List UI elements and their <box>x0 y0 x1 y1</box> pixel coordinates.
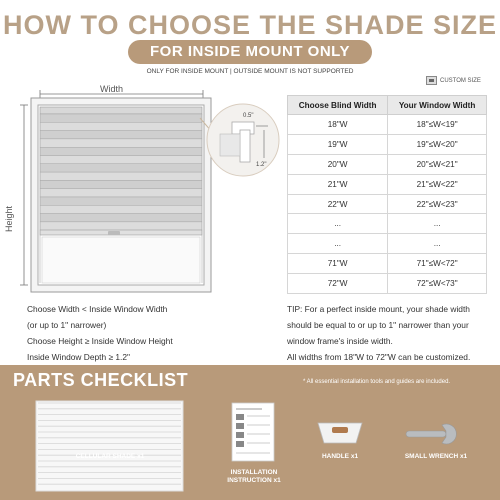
header-blind-width: Choose Blind Width <box>288 96 388 115</box>
window-width-cell: ... <box>388 214 487 234</box>
table-row <box>288 134 487 154</box>
mount-note: ONLY FOR INSIDE MOUNT | OUTSIDE MOUNT IS NOT SUPPORTED <box>146 68 354 75</box>
wrench-image <box>406 424 456 444</box>
tip-body: TIP: For a perfect inside mount, your shade width should be equal to or up to 1" narrower than your window frame's inside width. <box>287 304 470 346</box>
width-label: Width <box>100 84 124 94</box>
table-row <box>288 214 487 234</box>
window-width-cell: 21"≤W<22" <box>388 174 487 194</box>
table-row <box>288 154 487 174</box>
blind-width-cell: 72"W <box>288 274 388 294</box>
bracket-height-label: 1.2" <box>256 162 267 168</box>
cellular-shade-image <box>36 401 183 491</box>
blind-width-cell: ... <box>288 234 388 254</box>
bracket-depth-label: 0.5" <box>243 113 254 119</box>
table-row <box>288 234 487 254</box>
page-title: HOW TO CHOOSE THE SHADE SIZE <box>2 10 498 40</box>
instruction-booklet-image <box>232 403 274 461</box>
part-label-wrench: SMALL WRENCH x1 <box>404 453 468 460</box>
height-dimension-arrow <box>20 105 28 285</box>
window-width-cell: ... <box>388 234 487 254</box>
table-row <box>288 194 487 214</box>
parts-title: PARTS CHECKLIST <box>13 370 189 390</box>
blind-width-cell: 20"W <box>288 154 388 174</box>
blind-width-cell: 71"W <box>288 254 388 274</box>
bracket-detail-zoom <box>200 104 279 176</box>
header-window-width: Your Window Width <box>388 96 487 115</box>
tip-custom: All widths from 18"W to 72"W can be customized. <box>287 352 471 362</box>
window-width-cell: 18"≤W<19" <box>388 115 487 135</box>
instruction-height: Choose Height ≥ Inside Window Height <box>27 336 173 346</box>
blind-width-cell: 18"W <box>288 115 388 135</box>
table-header-row <box>288 96 487 115</box>
inside-mount-badge: FOR INSIDE MOUNT ONLY <box>128 40 372 64</box>
handle-icon <box>108 231 120 235</box>
window-width-cell: 20"≤W<21" <box>388 154 487 174</box>
blind-width-cell: 19"W <box>288 134 388 154</box>
height-label: Height <box>4 205 14 232</box>
instruction-width: Choose Width < Inside Window Width <box>27 304 168 314</box>
table-row <box>288 274 487 294</box>
instruction-depth: Inside Window Depth ≥ 1.2" <box>27 352 131 362</box>
tip-text <box>287 301 492 365</box>
window-width-cell: 72"≤W<73" <box>388 274 487 294</box>
blind-width-cell: 21"W <box>288 174 388 194</box>
window-icon <box>426 76 437 85</box>
part-label-instruction: INSTALLATION INSTRUCTION x1 <box>227 469 281 484</box>
window-width-cell: 22"≤W<23" <box>388 194 487 214</box>
instruction-width-note: (or up to 1" narrower) <box>27 320 107 330</box>
table-row <box>288 254 487 274</box>
table-row <box>288 174 487 194</box>
handle-image <box>318 423 362 443</box>
window-width-cell: 71"≤W<72" <box>388 254 487 274</box>
blind-width-cell: 22"W <box>288 194 388 214</box>
part-label-handle: HANDLE x1 <box>321 453 359 460</box>
parts-note: * All essential installation tools and guides are included. <box>303 379 451 385</box>
width-dimension-arrow <box>40 90 203 98</box>
window-width-cell: 19"≤W<20" <box>388 134 487 154</box>
sizing-instructions <box>27 301 173 365</box>
table-row <box>288 115 487 135</box>
custom-size-legend <box>426 76 481 85</box>
window-diagram <box>0 80 285 295</box>
size-table <box>287 95 487 294</box>
blind-width-cell: ... <box>288 214 388 234</box>
parts-checklist <box>0 365 500 500</box>
cellular-shade-pleats <box>40 114 202 230</box>
custom-size-label: CUSTOM SIZE <box>440 77 481 84</box>
part-label-shade: CELLULAR SHADE x1 <box>75 453 145 460</box>
